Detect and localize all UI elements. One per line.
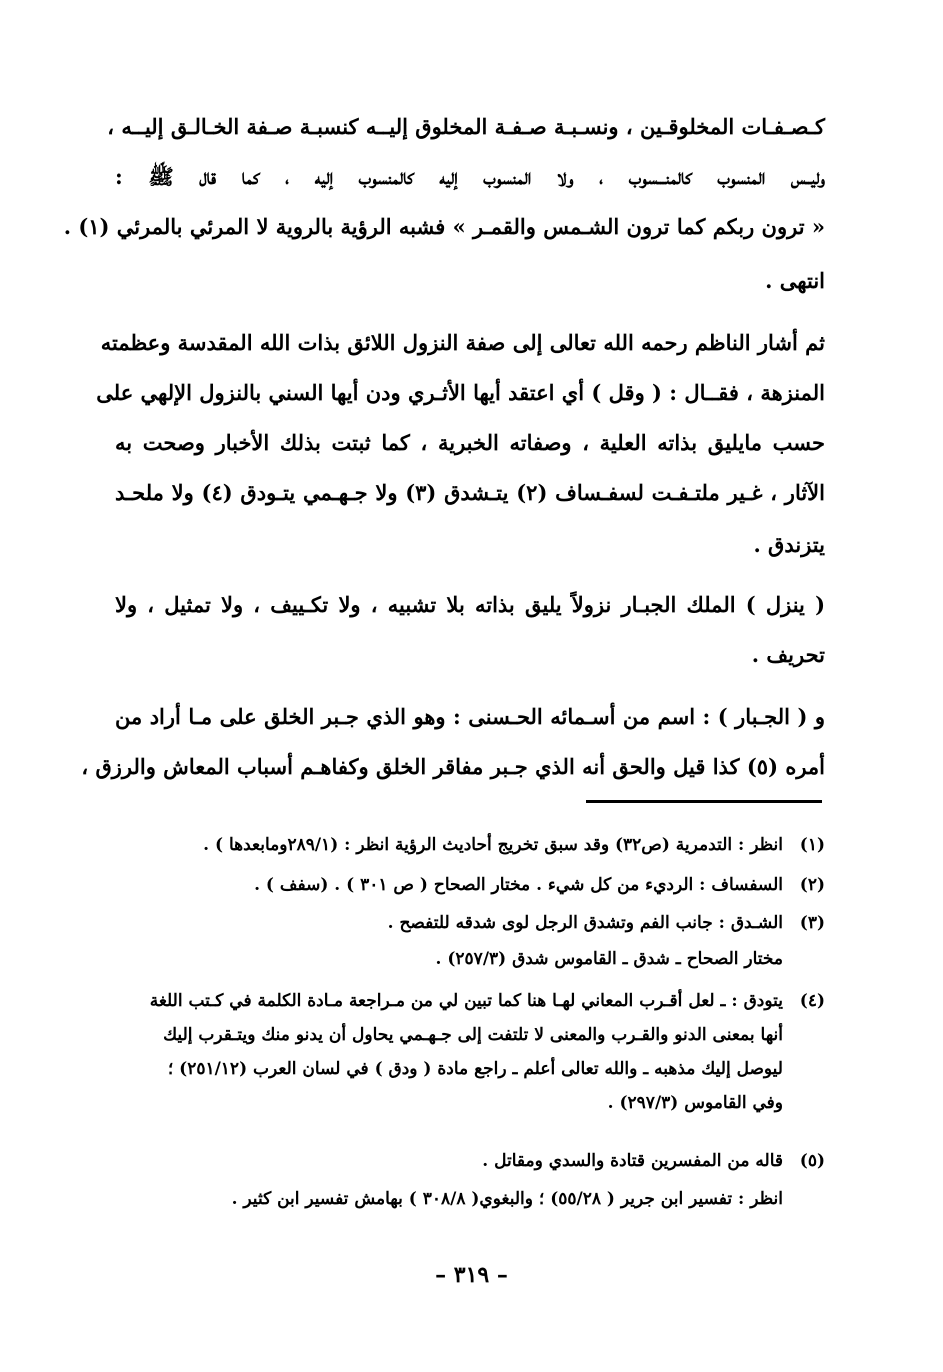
footnote-5 bbox=[0, 1148, 943, 1218]
footnote-number: (٣) bbox=[799, 913, 825, 933]
footnote-number: (٥) bbox=[799, 1151, 825, 1171]
footnote-text: انظر : التدمرية (ص٣٢) وقد سبق تخريج أحاديث الرؤية انظر : (٢٨٩/١ومابعدها ) . bbox=[203, 835, 783, 855]
footnote-text: مختار الصحاح ـ شدق ـ القاموس شدق (٢٥٧/٣) . bbox=[435, 949, 783, 969]
body-line-7: حسب مايليق بذاته العلية ، وصفاته الخبرية ، كما ثبتت بذلك الأخبار وصحت به bbox=[115, 430, 826, 455]
body-line-6: المنزهة ، فقــال : ( وقل ) أي اعتقد أيها الأثـري ودن أيها السني بالنزول الإلهي على bbox=[96, 380, 825, 405]
body-line-10: ( ينزل ) الملك الجبـار نزولاً يليق بذاته بلا تشبيه ، ولا تكـييف ، ولا تمثيل ، ولا bbox=[115, 592, 826, 617]
body-line-11: تحريف . bbox=[751, 642, 825, 667]
footnote-text: الشـدق : جانب الفم وتشدق الرجل لوى شدقه للتفصح . bbox=[387, 913, 783, 933]
footnote-number: (٤) bbox=[799, 991, 825, 1011]
footnote-text: وفي القاموس (٢٩٧/٣) . bbox=[607, 1093, 783, 1113]
body-line-5: ثم أشار الناظم رحمه الله تعالى إلى صفة النزول اللائق بذات الله المقدسة وعظمته bbox=[100, 330, 825, 355]
footnote-text: السفساف : الرديء من كل شيء . مختار الصحاح ( ص ٣٠١ ) . (سفف ) . bbox=[254, 875, 783, 895]
body-line-8: الآثار ، غـير ملتـفـت لسفـساف (٢) يتـشدق (٣) ولا جـهـمي يتـودق (٤) ولا ملحـد bbox=[115, 480, 825, 505]
footnote-number: (٢) bbox=[799, 875, 825, 895]
body-line-2: وليــس المنسوب كالمنـــسوب ، ولا المنسوب إليه كالمنسوب إليه ، كما قال ﷺ : bbox=[115, 164, 825, 189]
body-line-13: أمره (٥) كذا قيل والحق أنه الذي جـبر مفاقر الخلق وكفاهـم أسباب المعاش والرزق ، bbox=[81, 754, 825, 779]
footnote-text: يتودق : ـ لعل أقـرب المعاني لهـا هنا كما تبين لي من مـراجعة مـادة الكلمة في كـتب اللغة bbox=[149, 991, 783, 1011]
footnote-number: (١) bbox=[799, 835, 825, 855]
body-line-3: « ترون ربكم كما ترون الشـمس والقمـر » فشبه الرؤية بالروية لا المرئي بالمرئي (١) . bbox=[63, 214, 825, 239]
footnote-text: ليوصل إليك مذهبه ـ والله تعالى أعلم ـ راجع مادة ( ودق ) في لسان العرب (٢٥١/١٢) ؛ bbox=[167, 1059, 783, 1079]
footnote-text: قاله من المفسرين قتادة والسدي ومقاتل . bbox=[482, 1151, 783, 1171]
footnote-3 bbox=[0, 910, 943, 980]
page-number: – ٣١٩ – bbox=[435, 1262, 508, 1288]
body-line-12: و ( الجـبار ) : اسم من أسـمائه الحـسنى : وهو الذي جـبر الخلق على مـا أراد من bbox=[115, 704, 825, 729]
footnote-text: أنها بمعنى الدنو والقـرب والمعنى لا تلتفت إلى جـهـمي يحاول أن يدنو منك ويتـقرب إليك bbox=[163, 1025, 783, 1045]
body-line-1: كـصـفـات المخلوقـين ، ونسـبـة صـفـة المخلوق إليــه كنسبـة صـفة الخـالـق إليــه ، bbox=[107, 114, 825, 139]
footnote-text: انظر : تفسير ابن جرير ( ٥٥/٢٨) ؛ والبغوي( ٣٠٨/٨ ) بهامش تفسير ابن كثير . bbox=[231, 1189, 783, 1209]
footnote-4 bbox=[0, 988, 943, 1138]
body-line-9: يتزندق . bbox=[753, 532, 825, 557]
footnote-separator bbox=[586, 800, 822, 803]
body-line-4: انتهى . bbox=[765, 268, 825, 293]
